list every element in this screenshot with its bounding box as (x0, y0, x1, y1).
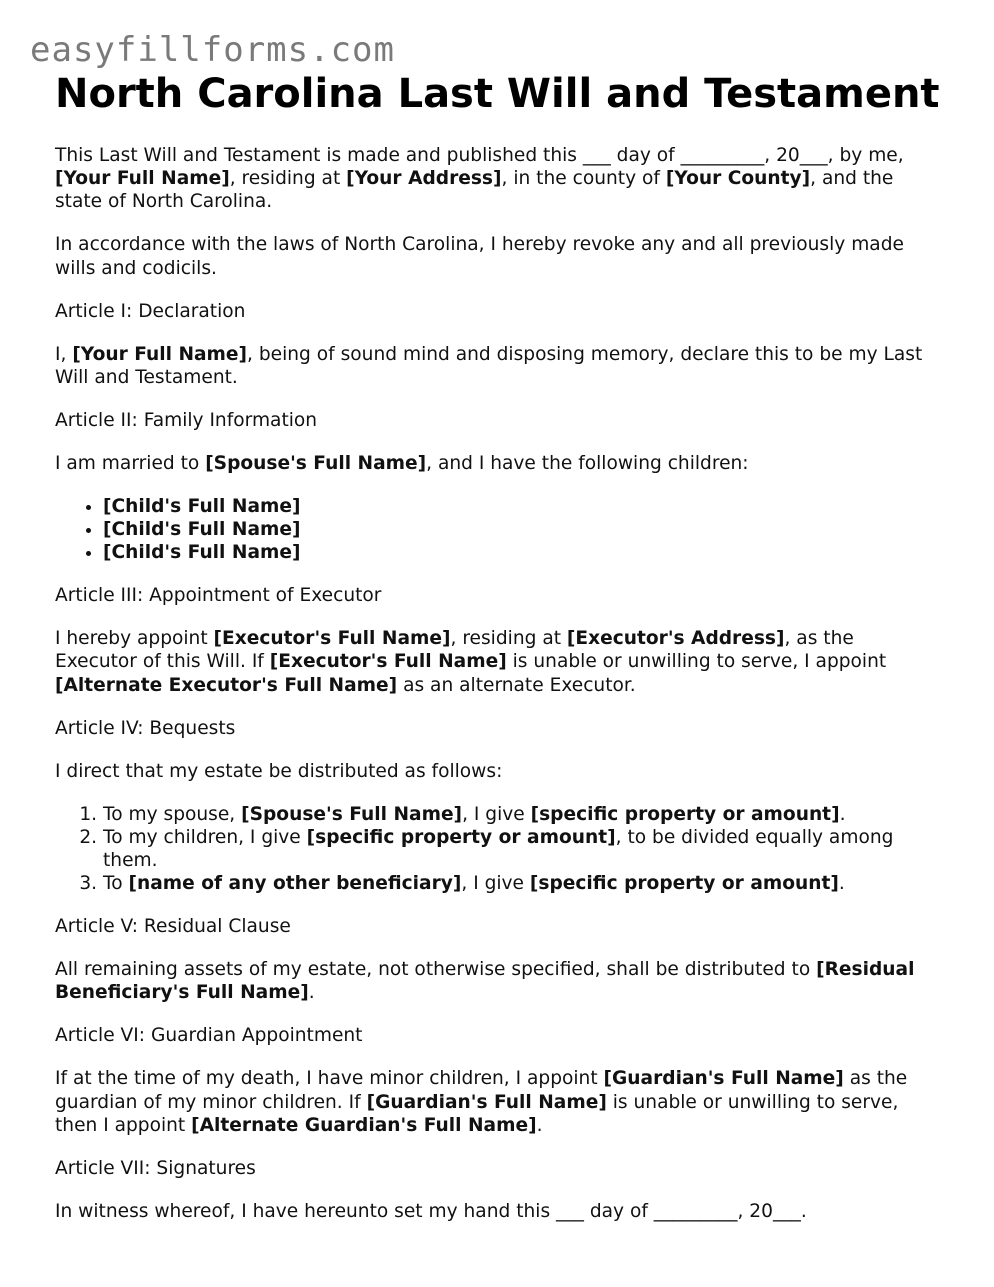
child-name-item: • [Child's Full Name] (103, 495, 940, 518)
beneficiary-field: [name of any other beneficiary] (128, 873, 462, 895)
your-address-field: [Your Address] (346, 168, 502, 190)
spouse-full-name-field: [Spouse's Full Name] (241, 803, 463, 825)
bequest-text: . (839, 803, 846, 825)
executor-text: , residing at (450, 628, 567, 650)
bequest-item (103, 872, 940, 895)
family-text: , and I have the following children: (426, 452, 749, 474)
executor-name-field: [Executor's Full Name] (213, 628, 451, 650)
guardian-text: is unable or unwilling to serve, then I appoint (55, 1091, 899, 1136)
article-heading: Article V: Residual Clause (55, 916, 291, 938)
property-field: [specific property or amount] (306, 826, 616, 848)
bequest-text: To my spouse, (103, 803, 242, 825)
guardian-text: If at the time of my death, I have minor children, I appoint (55, 1068, 604, 1090)
bequest-item (103, 803, 940, 826)
witness-paragraph: In witness whereof, I have hereunto set my hand this ___ day of _________, 20___. (55, 1200, 807, 1222)
child-name-item: • [Child's Full Name] (103, 541, 940, 564)
article-heading: Article I: Declaration (55, 300, 246, 322)
declaration-text: I, (55, 343, 73, 365)
child-name-item: • [Child's Full Name] (103, 518, 940, 541)
bequests-intro: I direct that my estate be distributed as follows: (55, 760, 503, 782)
guardian-text: . (536, 1114, 543, 1136)
declaration-text: , being of sound mind and disposing memory, declare this to be my Last Will and Testament. (55, 343, 923, 388)
intro-paragraph (55, 144, 940, 214)
property-field: [specific property or amount] (530, 803, 840, 825)
alternate-executor-field: [Alternate Executor's Full Name] (55, 674, 398, 696)
executor-address-field: [Executor's Address] (566, 628, 785, 650)
article-heading: Article VI: Guardian Appointment (55, 1025, 363, 1047)
watermark: easyfillforms.com (30, 30, 395, 70)
alternate-guardian-field: [Alternate Guardian's Full Name] (191, 1114, 537, 1136)
executor-text: I hereby appoint (55, 628, 214, 650)
children-list (55, 495, 940, 565)
residual-text: . (308, 982, 315, 1004)
guardian-name-field: [Guardian's Full Name] (366, 1091, 607, 1113)
guardian-text: as the guardian of my minor children. If (55, 1068, 908, 1113)
revoke-paragraph: In accordance with the laws of North Carolina, I hereby revoke any and all previously made wills and codicils. (55, 234, 904, 279)
bequest-text: , I give (462, 803, 531, 825)
executor-paragraph (55, 627, 940, 697)
bequest-text: To my children, I give (103, 826, 307, 848)
article-heading: Article VII: Signatures (55, 1157, 256, 1179)
bequest-text: . (838, 873, 845, 895)
intro-text: , residing at (229, 168, 347, 190)
article-heading: Article IV: Bequests (55, 717, 236, 739)
guardian-name-field: [Guardian's Full Name] (603, 1068, 844, 1090)
family-paragraph (55, 452, 940, 475)
your-full-name-field: [Your Full Name] (72, 343, 248, 365)
bequest-text: To (103, 873, 129, 895)
family-text: I am married to (55, 452, 206, 474)
executor-text: , as the Executor of this Will. If (55, 628, 854, 673)
intro-text: This Last Will and Testament is made and published this ___ day of _________, 20___, by me, (55, 145, 904, 166)
residual-paragraph (55, 958, 940, 1004)
page-title: North Carolina Last Will and Testament (55, 71, 940, 117)
bequests-list (55, 803, 940, 896)
bequest-text: , to be divided equally among them. (103, 826, 894, 872)
executor-text: is unable or unwilling to serve, I appoint (506, 651, 887, 673)
your-county-field: [Your County] (665, 168, 811, 190)
document-body (55, 144, 940, 1243)
guardian-paragraph (55, 1067, 940, 1137)
bequest-text: , I give (461, 873, 530, 895)
intro-text: , in the county of (501, 168, 666, 190)
spouse-full-name-field: [Spouse's Full Name] (205, 452, 427, 474)
article-heading: Article II: Family Information (55, 409, 318, 431)
bequest-item (103, 826, 940, 872)
executor-name-field: [Executor's Full Name] (269, 651, 507, 673)
article-heading: Article III: Appointment of Executor (55, 585, 382, 607)
intro-text: , and the state of North Carolina. (55, 168, 894, 213)
your-full-name-field: [Your Full Name] (55, 168, 230, 190)
residual-text: All remaining assets of my estate, not otherwise specified, shall be distributed to (55, 959, 817, 981)
declaration-paragraph (55, 343, 940, 389)
property-field: [specific property or amount] (529, 873, 839, 895)
executor-text: as an alternate Executor. (397, 674, 636, 696)
residual-beneficiary-field: [Residual Beneficiary's Full Name] (55, 959, 915, 1004)
